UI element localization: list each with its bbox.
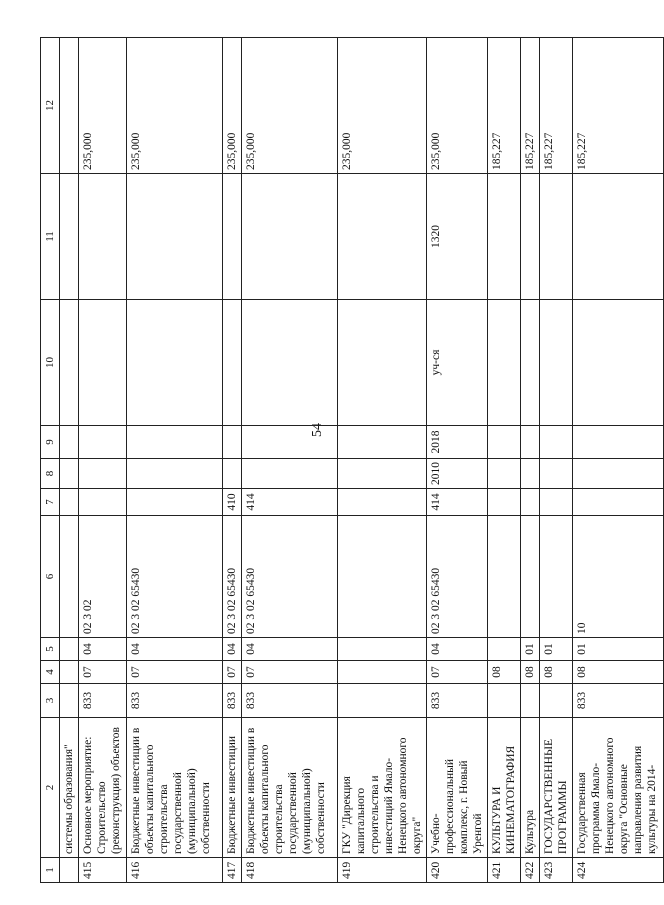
cell-col-3 xyxy=(60,684,79,718)
budget-table xyxy=(40,37,664,883)
cell-col-7 xyxy=(540,489,573,516)
cell-col-8: 2010 xyxy=(427,459,488,489)
cell-col-4: 07 xyxy=(427,661,488,684)
cell-col-2: Бюджетные инвестиции xyxy=(223,718,242,858)
cell-col-10 xyxy=(242,300,338,426)
cell-col-6 xyxy=(521,516,540,638)
cell-col-12 xyxy=(60,38,79,174)
cell-col-9: 2018 xyxy=(427,426,488,459)
cell-col-10 xyxy=(338,300,427,426)
table-row xyxy=(521,38,540,883)
cell-col-9 xyxy=(521,426,540,459)
table-row xyxy=(60,38,79,883)
cell-col-3: 833 xyxy=(573,684,664,718)
cell-col-9 xyxy=(242,426,338,459)
cell-col-3: 833 xyxy=(79,684,127,718)
cell-col-6: 02 3 02 65430 xyxy=(127,516,223,638)
cell-col-1: 422 xyxy=(521,858,540,883)
cell-col-7: 410 xyxy=(223,489,242,516)
cell-col-11 xyxy=(60,174,79,300)
cell-col-5 xyxy=(488,638,521,661)
cell-col-2: системы образования" xyxy=(60,718,79,858)
cell-col-11 xyxy=(223,174,242,300)
amount-value: 235,000 xyxy=(82,132,94,170)
cell-col-7 xyxy=(60,489,79,516)
cell-col-4: 07 xyxy=(223,661,242,684)
cell-col-12 xyxy=(427,38,488,174)
cell-col-6 xyxy=(338,516,427,638)
cell-col-7 xyxy=(338,489,427,516)
cell-col-4: 07 xyxy=(242,661,338,684)
table-row xyxy=(488,38,521,883)
cell-col-4: 07 xyxy=(79,661,127,684)
cell-col-9 xyxy=(127,426,223,459)
rotated-page xyxy=(40,38,658,883)
cell-col-12 xyxy=(127,38,223,174)
cell-col-9 xyxy=(60,426,79,459)
cell-col-11 xyxy=(488,174,521,300)
cell-col-3: 833 xyxy=(223,684,242,718)
cell-col-4 xyxy=(338,661,427,684)
cell-col-7 xyxy=(521,489,540,516)
cell-col-6 xyxy=(488,516,521,638)
cell-col-11: 1320 xyxy=(427,174,488,300)
cell-col-11 xyxy=(127,174,223,300)
cell-col-12 xyxy=(223,38,242,174)
cell-col-12 xyxy=(488,38,521,174)
cell-col-8 xyxy=(573,459,664,489)
amount-value: 185,227 xyxy=(491,132,503,170)
table-row xyxy=(223,38,242,883)
cell-col-1: 423 xyxy=(540,858,573,883)
cell-col-3 xyxy=(521,684,540,718)
cell-col-10 xyxy=(127,300,223,426)
cell-col-4 xyxy=(60,661,79,684)
table-row xyxy=(540,38,573,883)
cell-col-2: Основное мероприятие: Строительство (реконструкция) объектов xyxy=(79,718,127,858)
cell-col-8 xyxy=(79,459,127,489)
amount-value: 185,227 xyxy=(543,132,555,170)
cell-col-3: 833 xyxy=(242,684,338,718)
cell-col-2: ГКУ "Дирекция капитального строительства и инвестиций Ямало-Ненецкого автономного округа" xyxy=(338,718,427,858)
cell-col-12 xyxy=(573,38,664,174)
amount-value: 235,000 xyxy=(341,132,353,170)
cell-col-5: 01 xyxy=(540,638,573,661)
cell-col-11 xyxy=(521,174,540,300)
cell-col-11 xyxy=(338,174,427,300)
table-row xyxy=(242,38,338,883)
cell-col-11 xyxy=(242,174,338,300)
cell-col-12 xyxy=(79,38,127,174)
cell-col-3: 833 xyxy=(427,684,488,718)
column-header: 11 xyxy=(41,174,60,300)
cell-col-1: 416 xyxy=(127,858,223,883)
cell-col-11 xyxy=(540,174,573,300)
cell-col-6 xyxy=(60,516,79,638)
cell-col-8 xyxy=(60,459,79,489)
cell-col-10 xyxy=(521,300,540,426)
cell-col-10 xyxy=(79,300,127,426)
column-header: 1 xyxy=(41,858,60,883)
cell-col-3 xyxy=(540,684,573,718)
cell-col-10 xyxy=(223,300,242,426)
amount-value: 185,227 xyxy=(524,132,536,170)
cell-col-5: 04 xyxy=(127,638,223,661)
cell-col-1: 417 xyxy=(223,858,242,883)
cell-col-5 xyxy=(60,638,79,661)
column-header: 12 xyxy=(41,38,60,174)
cell-col-9 xyxy=(79,426,127,459)
cell-col-3: 833 xyxy=(127,684,223,718)
cell-col-2: ГОСУДАРСТВЕННЫЕ ПРОГРАММЫ xyxy=(540,718,573,858)
table-row xyxy=(79,38,127,883)
cell-col-1: 424 xyxy=(573,858,664,883)
cell-col-9 xyxy=(540,426,573,459)
cell-col-7 xyxy=(127,489,223,516)
cell-col-10 xyxy=(573,300,664,426)
column-header: 2 xyxy=(41,718,60,858)
column-header: 7 xyxy=(41,489,60,516)
cell-col-1: 419 xyxy=(338,858,427,883)
cell-col-4: 08 xyxy=(488,661,521,684)
cell-col-9 xyxy=(338,426,427,459)
column-header: 6 xyxy=(41,516,60,638)
cell-col-8 xyxy=(127,459,223,489)
table-row xyxy=(338,38,427,883)
cell-col-9 xyxy=(488,426,521,459)
cell-col-6: 02 3 02 65430 xyxy=(427,516,488,638)
cell-col-5: 04 xyxy=(242,638,338,661)
cell-col-2: Государственная программа Ямало-Ненецкого автономного округа "Основные направления развития культуры на 2014- xyxy=(573,718,664,858)
table-row xyxy=(127,38,223,883)
cell-col-10 xyxy=(488,300,521,426)
cell-col-2: Бюджетные инвестиции в объекты капитального строительства государственной (муниципальной) собственности xyxy=(242,718,338,858)
cell-col-6: 02 3 02 65430 xyxy=(223,516,242,638)
cell-col-8 xyxy=(338,459,427,489)
cell-col-5: 04 xyxy=(223,638,242,661)
cell-col-4: 08 xyxy=(573,661,664,684)
cell-col-1 xyxy=(60,858,79,883)
cell-col-2: КУЛЬТУРА И КИНЕМАТОГРАФИЯ xyxy=(488,718,521,858)
cell-col-1: 421 xyxy=(488,858,521,883)
column-header-row xyxy=(41,38,60,883)
cell-col-4: 08 xyxy=(521,661,540,684)
cell-col-8 xyxy=(488,459,521,489)
cell-col-5: 04 xyxy=(427,638,488,661)
cell-col-9 xyxy=(573,426,664,459)
cell-col-12 xyxy=(540,38,573,174)
cell-col-8 xyxy=(242,459,338,489)
column-header: 4 xyxy=(41,661,60,684)
amount-value: 185,227 xyxy=(576,132,588,170)
table-row xyxy=(573,38,664,883)
cell-col-5: 01 xyxy=(521,638,540,661)
cell-col-1: 415 xyxy=(79,858,127,883)
column-header: 8 xyxy=(41,459,60,489)
cell-col-7: 414 xyxy=(427,489,488,516)
cell-col-12 xyxy=(242,38,338,174)
cell-col-5: 04 xyxy=(79,638,127,661)
column-header: 10 xyxy=(41,300,60,426)
column-header: 9 xyxy=(41,426,60,459)
cell-col-10: уч-ся xyxy=(427,300,488,426)
cell-col-3 xyxy=(488,684,521,718)
amount-value: 235,000 xyxy=(226,132,238,170)
amount-value: 235,000 xyxy=(245,132,257,170)
cell-col-7: 414 xyxy=(242,489,338,516)
table-body xyxy=(60,38,664,883)
cell-col-2: Учебно-профессиональный комплекс, г. Новый Уренгой xyxy=(427,718,488,858)
cell-col-9 xyxy=(223,426,242,459)
cell-col-7 xyxy=(79,489,127,516)
cell-col-2: Культура xyxy=(521,718,540,858)
table-row xyxy=(427,38,488,883)
cell-col-6: 02 3 02 65430 xyxy=(242,516,338,638)
cell-col-6: 02 3 02 xyxy=(79,516,127,638)
column-header: 5 xyxy=(41,638,60,661)
column-header: 3 xyxy=(41,684,60,718)
cell-col-10 xyxy=(540,300,573,426)
cell-col-6: 10 xyxy=(573,516,664,638)
cell-col-12 xyxy=(521,38,540,174)
cell-col-2: Бюджетные инвестиции в объекты капитального строительства государственной (муниципальной) собственности xyxy=(127,718,223,858)
cell-col-11 xyxy=(79,174,127,300)
cell-col-6 xyxy=(540,516,573,638)
cell-col-4: 08 xyxy=(540,661,573,684)
cell-col-10 xyxy=(60,300,79,426)
amount-value: 235,000 xyxy=(130,132,142,170)
cell-col-8 xyxy=(521,459,540,489)
cell-col-8 xyxy=(223,459,242,489)
cell-col-8 xyxy=(540,459,573,489)
cell-col-12 xyxy=(338,38,427,174)
cell-col-11 xyxy=(573,174,664,300)
cell-col-7 xyxy=(488,489,521,516)
cell-col-1: 420 xyxy=(427,858,488,883)
cell-col-4: 07 xyxy=(127,661,223,684)
cell-col-5 xyxy=(338,638,427,661)
cell-col-5: 01 xyxy=(573,638,664,661)
cell-col-1: 418 xyxy=(242,858,338,883)
cell-col-3 xyxy=(338,684,427,718)
cell-col-7 xyxy=(573,489,664,516)
amount-value: 235,000 xyxy=(430,132,442,170)
page-number: 54 xyxy=(310,423,325,437)
